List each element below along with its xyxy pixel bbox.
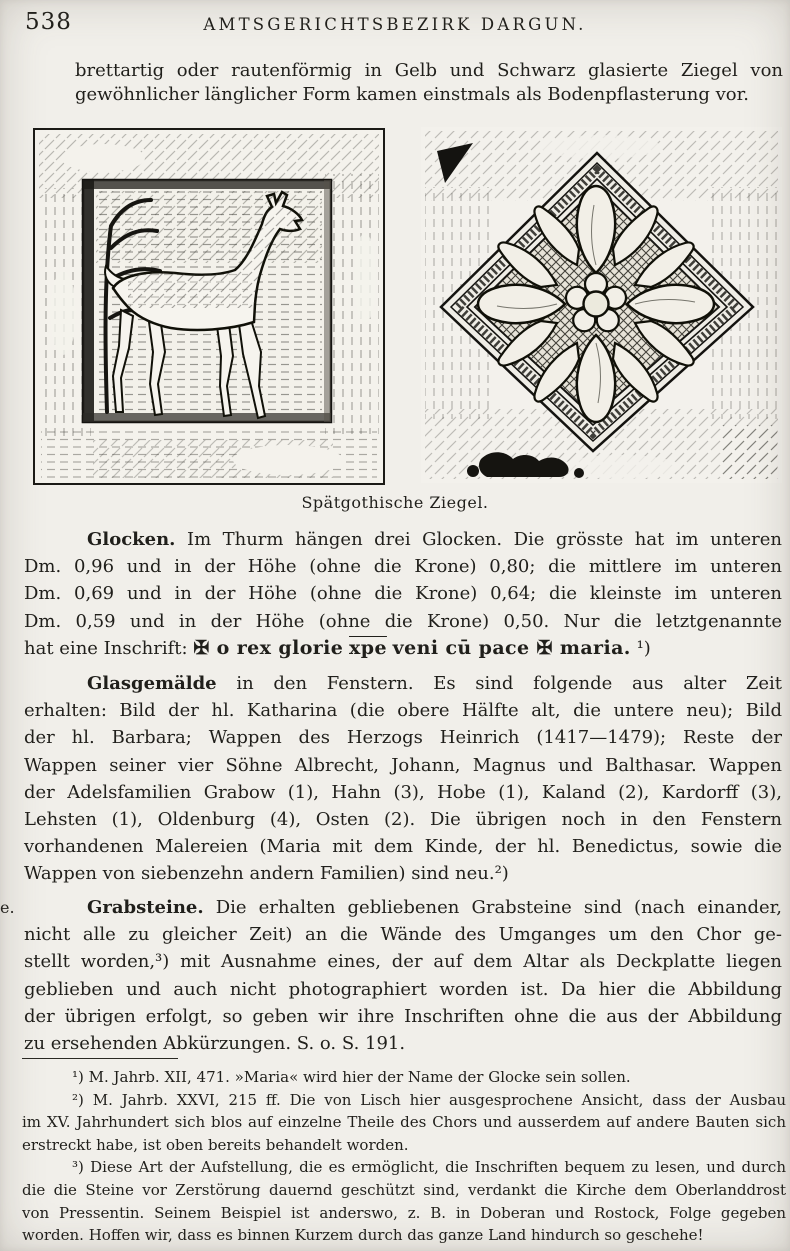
figure-caption: Spätgothische Ziegel. — [301, 493, 489, 512]
footnote-line: ²) M. Jahrb. XXVI, 215 ff. Die von Lisch hier ausgesprochene Ansicht, dass der Ausbau — [72, 1090, 786, 1109]
intro-paragraph — [75, 59, 783, 106]
text-line: geblieben und auch nicht photographiert worden ist. Da hier die Abbildung — [24, 978, 782, 1000]
footnotes-block — [22, 1066, 786, 1247]
stag-tile-woodcut — [33, 128, 385, 485]
footnote-line: ¹) M. Jahrb. XII, 471. »Maria« wird hier der Name der Glocke sein sollen. — [72, 1068, 631, 1086]
text-line: der übrigen erfolgt, so geben wir ihre Inschriften ohne die aus der Abbildung — [24, 1005, 782, 1027]
paragraph-lead: Glocken. — [87, 529, 176, 550]
text-line: Dm. 0,59 und in der Höhe (ohne die Krone) 0,50. Nur die letztgenannte — [24, 610, 782, 632]
text-line: Glasgemälde in den Fenstern. Es sind folgende aus alter Zeit — [87, 673, 782, 694]
text-line: brettartig oder rautenförmig in Gelb und Schwarz glasierte Ziegel von — [75, 60, 783, 81]
glasgemaelde-paragraph — [24, 670, 782, 888]
paragraph-lead: Glasgemälde — [87, 673, 217, 694]
text-line: nicht alle zu gleicher Zeit) an die Wände des Umganges um den Chor ge- — [24, 924, 782, 946]
text-line: der Adelsfamilien Grabow (1), Hahn (3), Hobe (1), Kaland (2), Kardorff (3), — [24, 781, 782, 803]
stag-tile-illustration — [33, 128, 385, 489]
gothic-inscription: veni cū pace ✠ maria. — [392, 636, 631, 659]
rosette-tile-illustration — [421, 127, 782, 487]
footnote-ref: ¹) — [636, 637, 651, 659]
text-line: Wappen von siebenzehn andern Familien) sind neu.²) — [24, 863, 509, 885]
footnote-line: worden. Hoffen wir, dass es binnen Kurzem durch das ganze Land hindurch so geschehe! — [22, 1226, 704, 1245]
page-number: 538 — [25, 9, 72, 35]
footnote-line: im XV. Jahrhundert sich blos auf einzelne Theile des Chors und ausserdem auf andere Bauten sich — [22, 1113, 786, 1132]
bell-inscription-line: hat eine Inschrift: ✠ o rex glorie $\overline{xpe}$ veni cū pace ✠ maria. ¹) — [24, 636, 651, 659]
text-line: stellt worden,³) mit Ausnahme eines, der auf dem Altar als Deckplatte liegen — [24, 951, 782, 973]
rosette-tile-woodcut — [421, 127, 782, 483]
gothic-inscription-overlined: $\overline{xpe}$ — [349, 636, 387, 659]
footnote-line: erstreckt habe, ist oben bereits behandelt worden. — [22, 1135, 409, 1154]
text-line: gewöhnlicher länglicher Form kamen einstmals als Bodenpflasterung vor. — [75, 83, 749, 105]
footnote-line: die die Steine vor Zerstörung dauernd geschützt sind, verdankt die Kirche dem Oberlanddrost — [22, 1180, 786, 1199]
paragraph-lead: Grabsteine. — [87, 897, 204, 918]
text-line: vorhandenen Malereien (Maria mit dem Kinde, der hl. Benedictus, sowie die — [24, 836, 782, 858]
grabsteine-paragraph — [24, 894, 782, 1057]
text-line: erhalten: Bild der hl. Katharina (die obere Hälfte alt, die untere neu); Bild — [24, 700, 782, 722]
text-line: Lehsten (1), Oldenburg (4), Osten (2). Die übrigen noch in den Fenstern — [24, 809, 782, 831]
footnote-line: ³) Diese Art der Aufstellung, die es ermöglicht, die Inschriften bequem zu lesen, und durch — [72, 1158, 786, 1177]
margin-fragment: e. — [0, 898, 15, 917]
text-line: Glocken. Im Thurm hängen drei Glocken. Die grösste hat im unteren — [87, 529, 782, 550]
glocken-paragraph — [24, 526, 782, 662]
footnote-divider — [22, 1058, 178, 1059]
text-line: zu ersehenden Abkürzungen. S. o. S. 191. — [24, 1033, 406, 1055]
gothic-inscription: ✠ o rex glorie — [193, 636, 344, 659]
text-line: Dm. 0,96 und in der Höhe (ohne die Krone) 0,80; die mittlere im unteren — [24, 556, 782, 578]
text-line: Grabsteine. Die erhalten gebliebenen Grabsteine sind (nach einander, — [87, 897, 782, 918]
footnote-line: von Pressentin. Seinem Beispiel ist anderswo, z. B. in Doberan und Rostock, Folge gegeben — [22, 1203, 786, 1222]
text-line: Dm. 0,69 und in der Höhe (ohne die Krone) 0,64; die kleinste im unteren — [24, 583, 782, 605]
text-line: der hl. Barbara; Wappen des Herzogs Heinrich (1417—1479); Reste der — [24, 727, 782, 749]
text-line: Wappen seiner vier Söhne Albrecht, Johann, Magnus und Balthasar. Wappen — [24, 754, 782, 776]
running-header: AMTSGERICHTSBEZIRK DARGUN. — [203, 15, 587, 34]
